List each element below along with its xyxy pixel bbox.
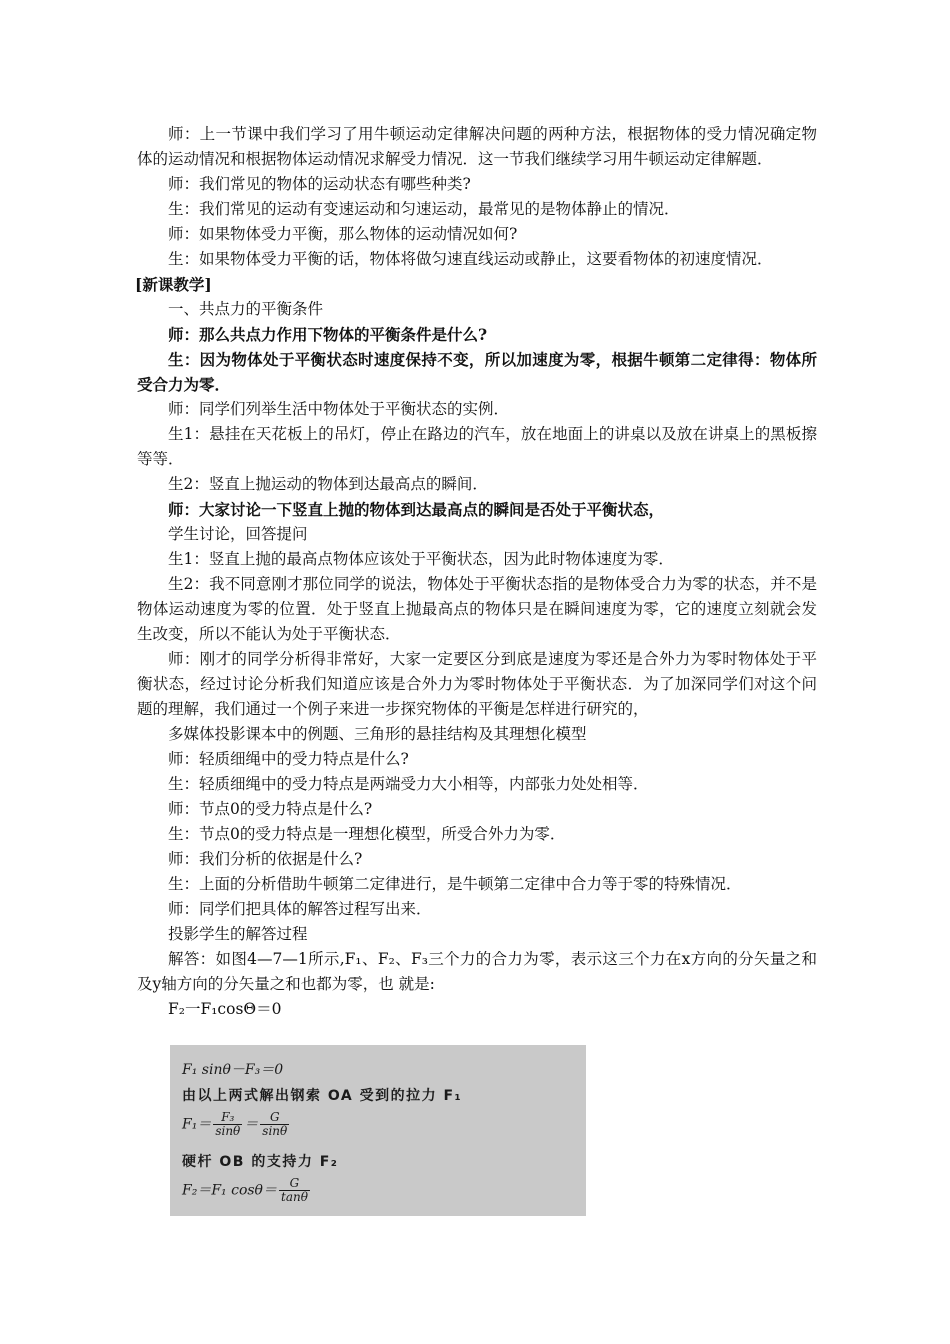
paragraph: 投影学生的解答过程 [168,925,308,943]
paragraph: 生：节点0的受力特点是一理想化模型，所受合外力为零． [168,825,566,843]
numerator: G [260,1111,289,1125]
fraction [213,1111,242,1138]
equals-sign: ＝ [244,1116,259,1133]
paragraph: 师：那么共点力作用下物体的平衡条件是什么? [168,325,488,344]
paragraph: 师：如果物体受力平衡，那么物体的运动情况如何? [168,225,518,243]
paragraph: 学生讨论，回答提问 [168,525,308,543]
paragraph: 生2：竖直上抛运动的物体到达最高点的瞬间． [168,475,488,493]
denominator: sinθ [262,1124,288,1138]
equation-text-line-4: 硬杆 OB 的支持力 F₂ [182,1154,339,1170]
denominator: tanθ [281,1190,308,1204]
equation-left: F₁＝ [182,1116,212,1133]
paragraph: 生1：竖直上抛的最高点物体应该处于平衡状态，因为此时物体速度为零． [168,550,674,568]
subsection-heading: 一、共点力的平衡条件 [168,300,324,318]
equation-line-5 [182,1177,312,1204]
solution-image [170,1045,586,1216]
equation-text-line-2: 由以上两式解出钢索 OA 受到的拉力 F₁ [182,1088,463,1104]
paragraph: 生：上面的分析借助牛顿第二定律进行，是牛顿第二定律中合力等于零的特殊情况． [168,875,742,893]
fraction [260,1111,289,1138]
equation-line-1: F₁ sinθ－F₃＝0 [182,1062,284,1078]
paragraph: 师：我们分析的依据是什么? [168,850,363,868]
section-heading: [新课教学] [135,275,212,294]
numerator: F₃ [213,1111,242,1125]
equation-left: F₂＝F₁ cosθ＝ [182,1182,277,1199]
paragraph: 师：上一节课中我们学习了用牛顿运动定律解决问题的两种方法，根据物体的受力情况确定物体的运动情况和根据物体运动情况求解受力情况．这一节我们继续学习用牛顿运动定律解题． [137,125,817,168]
paragraph: 生1：悬挂在天花板上的吊灯，停止在路边的汽车，放在地面上的讲桌以及放在讲桌上的黑板擦等等． [137,425,817,468]
paragraph: 生2：我不同意刚才那位同学的说法，物体处于平衡状态指的是物体受合力为零的状态，并不是物体运动速度为零的位置．处于竖直上抛最高点的物体只是在瞬间速度为零，它的速度立刻就会发生改变，所以不能认为处于平衡状态． [137,575,817,643]
fraction [279,1177,310,1204]
document-body [137,122,817,1022]
denominator: sinθ [215,1124,241,1138]
paragraph: 师：轻质细绳中的受力特点是什么? [168,750,409,768]
paragraph: 多媒体投影课本中的例题、三角形的悬挂结构及其理想化模型 [168,725,587,743]
paragraph: 师：刚才的同学分析得非常好，大家一定要区分到底是速度为零还是合外力为零时物体处于平衡状态，经过讨论分析我们知道应该是合外力为零时物体处于平衡状态．为了加深同学们对这个问题的理解，我们通过一个例子来进一步探究物体的平衡是怎样进行研究的， [137,650,817,718]
paragraph: 生：因为物体处于平衡状态时速度保持不变，所以加速度为零，根据牛顿第二定律得：物体所受合力为零． [137,350,817,394]
paragraph: 解答：如图4—7—1所示,F₁、F₂、F₃三个力的合力为零，表示这三个力在x方向的分矢量之和及y轴方向的分矢量之和也都为零，也 就是: [137,950,817,993]
formula-line: F₂一F₁cosΘ＝0 [168,1000,282,1018]
equation-line-3 [182,1111,291,1138]
paragraph: 师：同学们把具体的解答过程写出来． [168,900,432,918]
paragraph: 生：我们常见的运动有变速运动和匀速运动，最常见的是物体静止的情况． [168,200,680,218]
paragraph: 生：轻质细绳中的受力特点是两端受力大小相等，内部张力处处相等． [168,775,649,793]
paragraph: 师：节点0的受力特点是什么? [168,800,373,818]
paragraph: 生：如果物体受力平衡的话，物体将做匀速直线运动或静止，这要看物体的初速度情况． [168,250,773,268]
paragraph: 师：大家讨论一下竖直上抛的物体到达最高点的瞬间是否处于平衡状态， [168,500,665,519]
paragraph: 师：同学们列举生活中物体处于平衡状态的实例． [168,400,510,418]
paragraph: 师：我们常见的物体的运动状态有哪些种类? [168,175,471,193]
numerator: G [279,1177,310,1191]
